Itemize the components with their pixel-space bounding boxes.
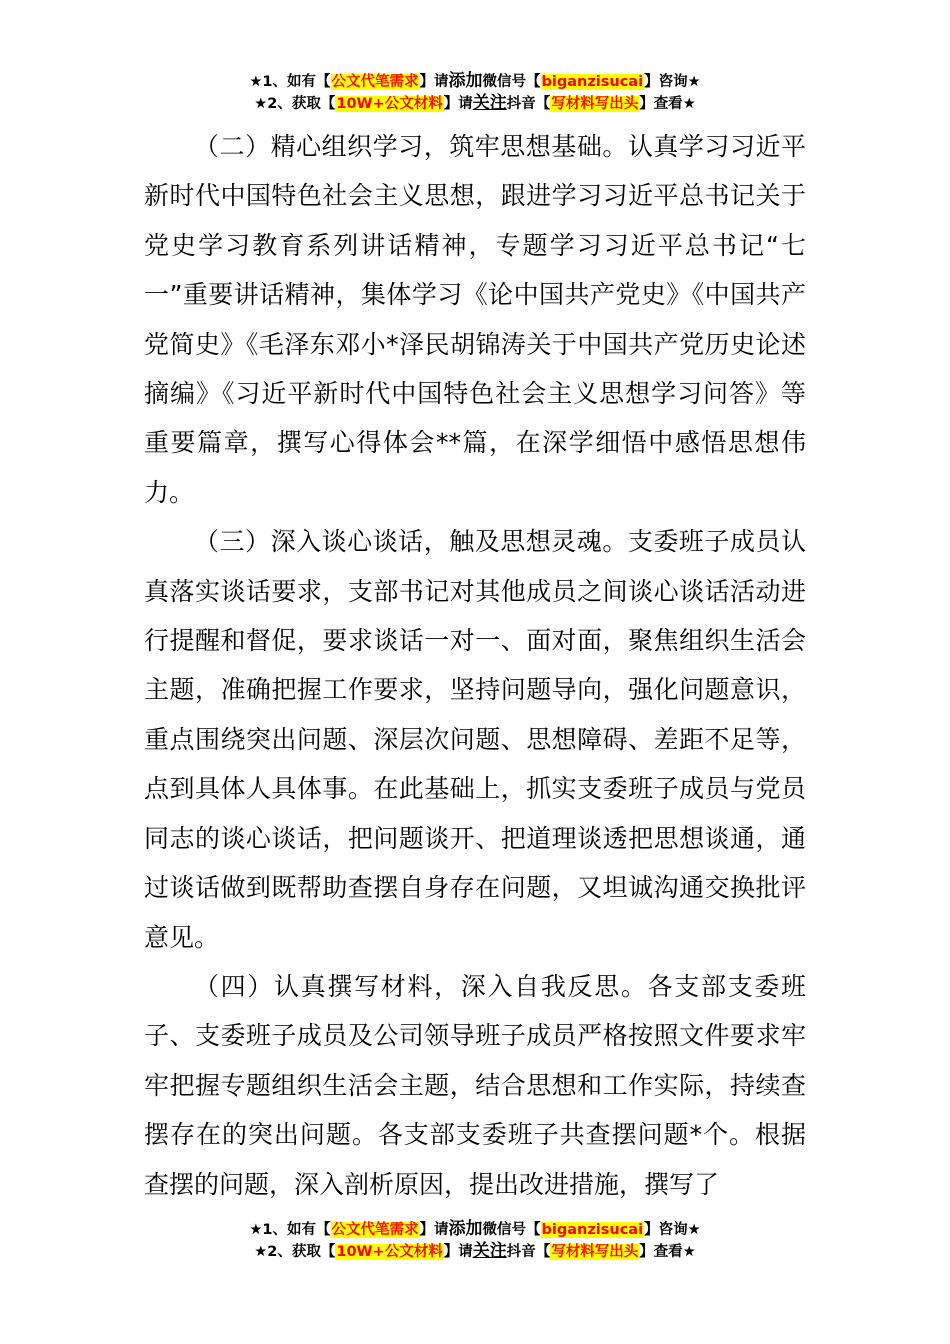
banner-emphasis: 添加	[448, 71, 483, 91]
star-icon: ★	[682, 96, 696, 112]
banner-line-2	[0, 1240, 950, 1262]
banner-text: 】查看	[639, 1244, 683, 1260]
banner-highlight: 公文代笔需求	[331, 1222, 419, 1238]
banner-text: 1、如有【	[262, 74, 331, 90]
banner-text: 2、获取【	[267, 1244, 336, 1260]
banner-text: 】请	[443, 1244, 473, 1260]
banner-text: 】查看	[639, 96, 683, 112]
paragraph-section-2: （二）精心组织学习，筑牢思想基础。认真学习习近平新时代中国特色社会主义思想，跟进学习习近平总书记关于党史学习教育系列讲话精神，专题学习习近平总书记“七一”重要讲话精神，集体学习《论中国共产党史》《中国共产党简史》《毛泽东邓小*泽民胡锦涛关于中国共产党历史论述摘编》《习近平新时代中国特色社会主义思想学习问答》等重要篇章，撰写心得体会**篇，在深学细悟中感悟思想伟力。	[144, 132, 806, 507]
banner-highlight: 写材料写出头	[551, 1244, 639, 1260]
star-icon: ★	[249, 1222, 263, 1238]
banner-text: 微信号【	[482, 74, 541, 90]
banner-highlight: biganzisucai	[541, 1222, 644, 1238]
banner-text: 1、如有【	[262, 1222, 331, 1238]
banner-line-1	[0, 70, 950, 92]
star-icon: ★	[254, 1244, 268, 1260]
banner-text: 】咨询	[644, 1222, 688, 1238]
star-icon: ★	[687, 74, 701, 90]
banner-emphasis: 添加	[448, 1219, 483, 1239]
banner-emphasis: 关注	[472, 1241, 507, 1261]
paragraph-section-4: （四）认真撰写材料，深入自我反思。各支部支委班子、支委班子成员及公司领导班子成员严格按照文件要求牢牢把握专题组织生活会主题，结合思想和工作实际，持续查摆存在的突出问题。各支部支委班子共查摆问题*个。根据查摆的问题，深入剖析原因，提出改进措施，撰写了	[144, 971, 806, 1199]
banner-text: 】请	[443, 96, 473, 112]
star-icon: ★	[254, 96, 268, 112]
banner-emphasis: 关注	[472, 93, 507, 113]
banner-text: 】请	[419, 74, 449, 90]
banner-text: 2、获取【	[267, 96, 336, 112]
banner-text: 抖音【	[506, 96, 551, 112]
header-banner	[0, 70, 950, 114]
banner-line-1	[0, 1218, 950, 1240]
banner-highlight: 10W+公文材料	[336, 96, 443, 112]
banner-text: 】咨询	[644, 74, 688, 90]
document-body	[144, 122, 806, 1209]
banner-highlight: 10W+公文材料	[336, 1244, 443, 1260]
banner-text: 微信号【	[482, 1222, 541, 1238]
star-icon: ★	[682, 1244, 696, 1260]
banner-text: 】请	[419, 1222, 449, 1238]
banner-highlight: biganzisucai	[541, 74, 644, 90]
star-icon: ★	[687, 1222, 701, 1238]
footer-banner	[0, 1218, 950, 1262]
banner-highlight: 公文代笔需求	[331, 74, 419, 90]
banner-line-2	[0, 92, 950, 114]
star-icon: ★	[249, 74, 263, 90]
banner-highlight: 写材料写出头	[551, 96, 639, 112]
banner-text: 抖音【	[506, 1244, 551, 1260]
paragraph-section-3: （三）深入谈心谈话，触及思想灵魂。支委班子成员认真落实谈话要求，支部书记对其他成员之间谈心谈话活动进行提醒和督促，要求谈话一对一、面对面，聚焦组织生活会主题，准确把握工作要求，坚持问题导向，强化问题意识，重点围绕突出问题、深层次问题、思想障碍、差距不足等，点到具体人具体事。在此基础上，抓实支委班子成员与党员同志的谈心谈话，把问题谈开、把道理谈透把思想谈通，通过谈话做到既帮助查摆自身存在问题，又坦诚沟通交换批评意见。	[144, 527, 806, 952]
